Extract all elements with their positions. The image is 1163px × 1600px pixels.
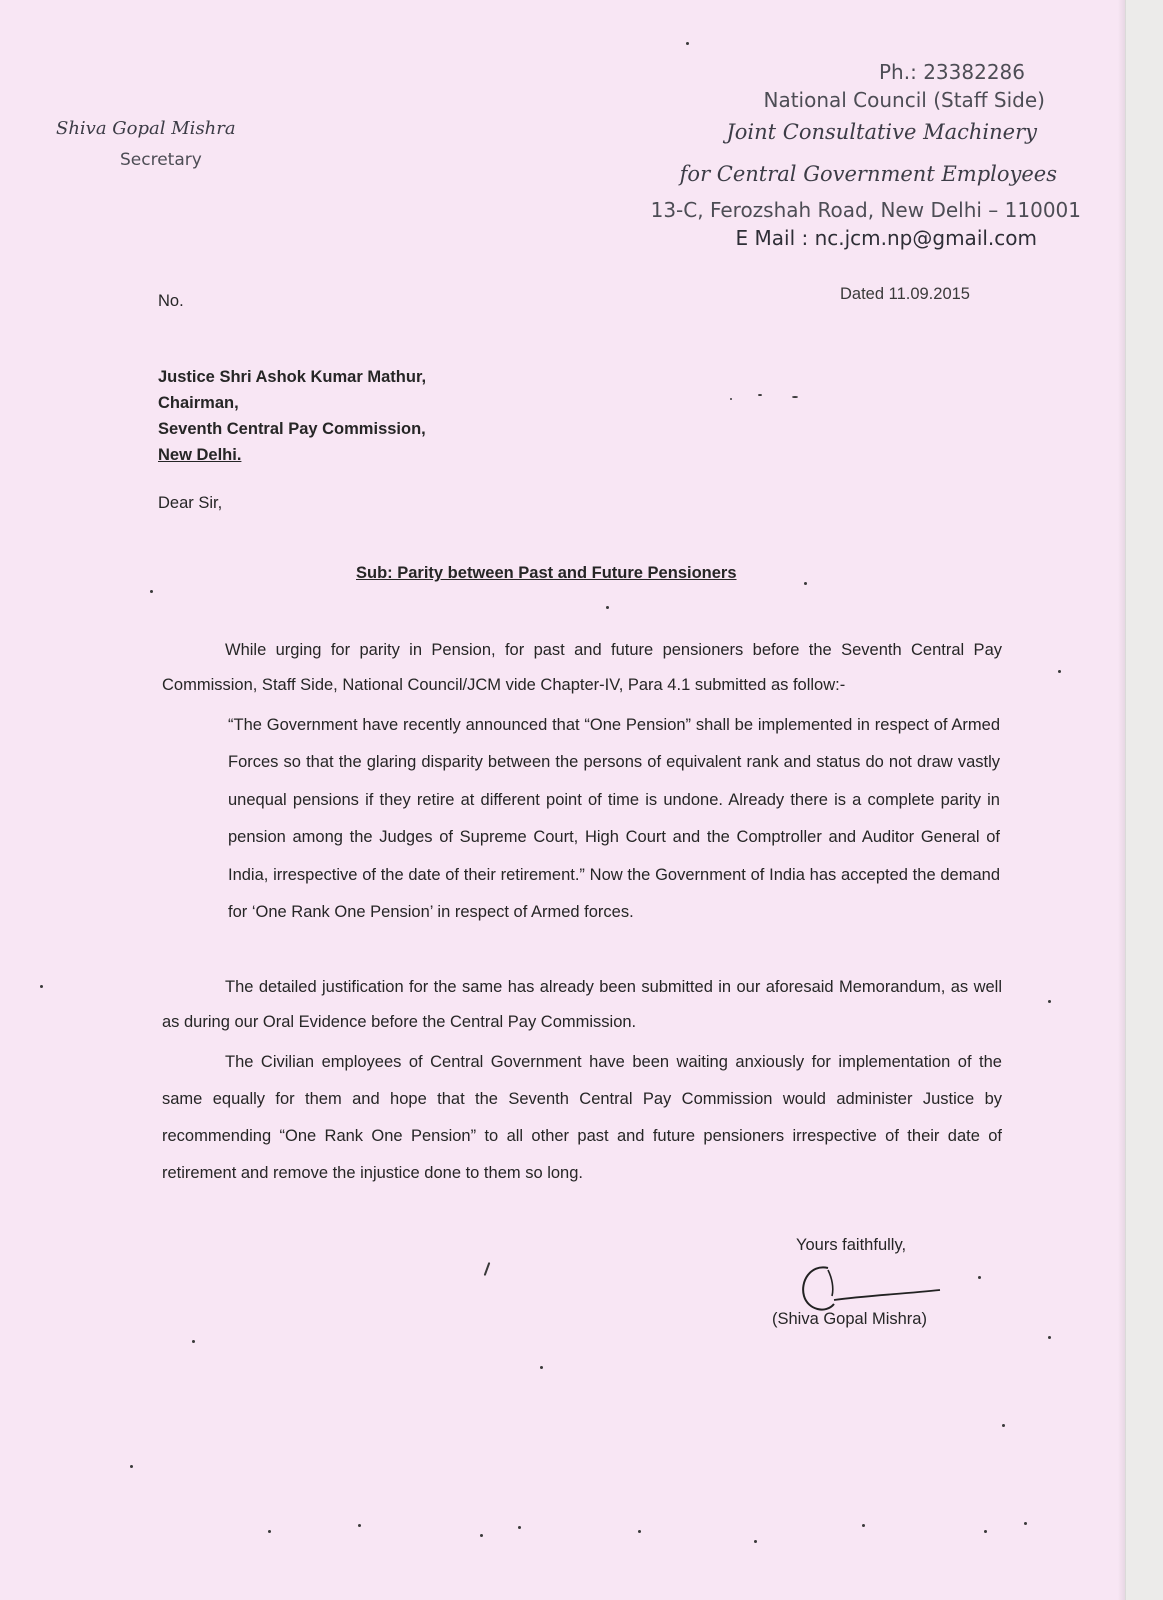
scan-speck — [984, 1530, 987, 1533]
scan-speck — [730, 398, 732, 400]
scan-speck — [518, 1526, 521, 1529]
body-paragraph-2: The detailed justification for the same has already been submitted in our aforesaid Memorandum, as well as during our Oral Evidence before the Central Pay Commission. — [162, 978, 1002, 1031]
letterhead-org-scope: for Central Government Employees — [679, 162, 1057, 186]
letterhead-email: E Mail : nc.jcm.np@gmail.com — [735, 226, 1037, 250]
letterhead-org-subtitle: Joint Consultative Machinery — [726, 120, 1037, 144]
scan-speck — [758, 394, 762, 396]
scan-speck — [130, 1465, 133, 1468]
scan-speck — [862, 1524, 865, 1527]
scan-speck — [1024, 1522, 1027, 1525]
scan-speck — [480, 1534, 483, 1537]
page-edge-shadow — [1118, 0, 1126, 1600]
scan-speck — [754, 1540, 757, 1543]
reference-number-label: No. — [158, 292, 184, 310]
recipient-city: New Delhi. — [158, 446, 242, 464]
letterhead-org-name: National Council (Staff Side) — [763, 88, 1045, 112]
scan-speck — [1058, 670, 1061, 673]
scan-speck — [1002, 1424, 1005, 1427]
scan-speck — [792, 396, 798, 398]
subject-line: Sub: Parity between Past and Future Pensioners — [356, 564, 737, 582]
body-paragraph-1: While urging for parity in Pension, for past and future pensioners before the Seventh Central Pay Commission, Staff Side, National Council/JCM vide Chapter-IV, Para 4.1 submitted as follow:- — [162, 641, 1002, 694]
recipient-organization: Seventh Central Pay Commission, — [158, 420, 426, 438]
sender-name-script: Shiva Gopal Mishra — [56, 118, 236, 139]
letterhead-phone: Ph.: 23382286 — [879, 60, 1025, 84]
body-paragraph-3: The Civilian employees of Central Government have been waiting anxiously for implementation of the same equally for them and hope that the Seventh Central Pay Commission would administer Justice by recommending “One Rank One Pension” to all other past and future pensioners irrespective of their date of retirement and remove the injustice done to them so long. — [162, 1053, 1002, 1182]
letterhead-address: 13-C, Ferozshah Road, New Delhi – 110001 — [650, 198, 1081, 222]
scan-speck — [150, 590, 153, 593]
salutation: Dear Sir, — [158, 494, 223, 512]
sender-title: Secretary — [120, 150, 202, 170]
scan-speck — [358, 1524, 361, 1527]
body-quoted-passage: “The Government have recently announced that “One Pension” shall be implemented in respect of Armed Forces so that the glaring disparity between the persons of equivalent rank and status do not draw vastly unequal pensions if they retire at different point of time is undone. Already there is a complete parity in pension among the Judges of Supreme Court, High Court and the Comptroller and Auditor General of India, irrespective of the date of their retirement.” Now the Government of India has accepted the demand for ‘One Rank One Pension’ in respect of Armed forces. — [228, 716, 1000, 922]
scan-speck — [192, 1340, 195, 1343]
scan-speck — [540, 1366, 543, 1369]
valediction: Yours faithfully, — [796, 1236, 907, 1254]
scan-speck — [1048, 1000, 1051, 1003]
scan-speck — [978, 1276, 981, 1279]
letter-date: Dated 11.09.2015 — [840, 285, 970, 303]
recipient-name: Justice Shri Ashok Kumar Mathur, — [158, 368, 427, 386]
scan-speck — [686, 42, 689, 45]
recipient-designation: Chairman, — [158, 394, 239, 412]
signatory-name: (Shiva Gopal Mishra) — [772, 1310, 927, 1328]
scan-speck — [606, 606, 609, 609]
recipient-address — [158, 364, 426, 468]
scan-speck — [268, 1530, 271, 1533]
scan-speck — [804, 582, 807, 585]
scan-speck — [40, 985, 43, 988]
scan-edge — [1125, 0, 1163, 1600]
scan-speck — [1048, 1336, 1051, 1339]
scan-speck — [638, 1530, 641, 1533]
